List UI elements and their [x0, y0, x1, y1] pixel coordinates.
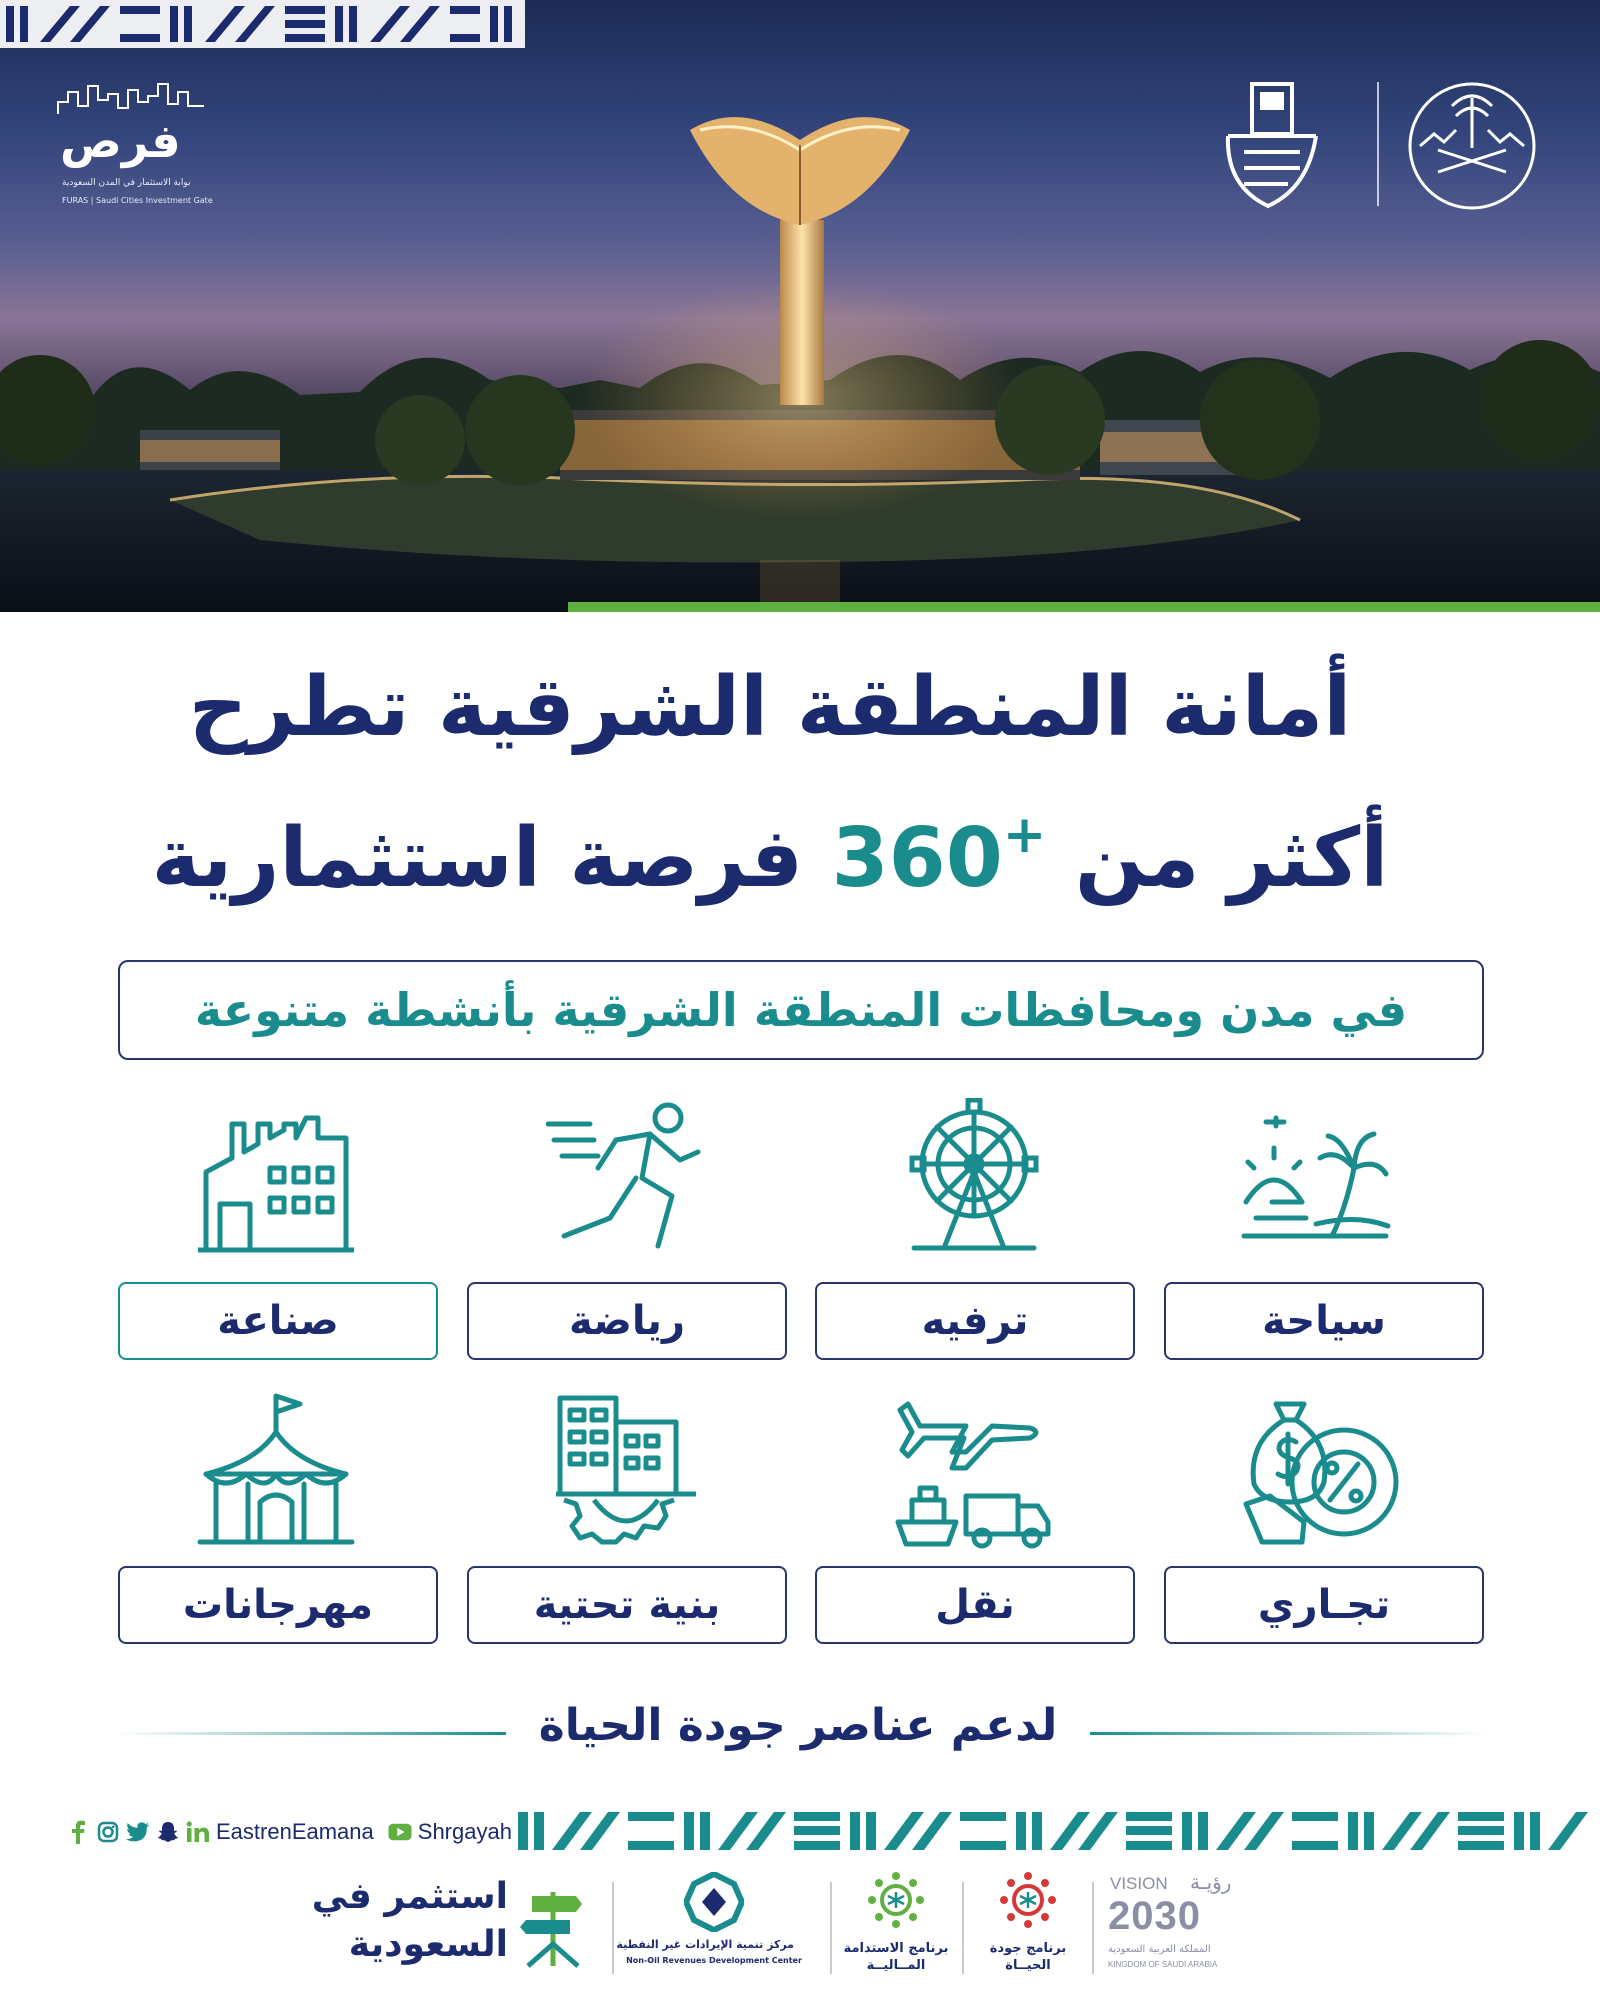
- qol-program-name: برنامج جودة الحيــاة: [989, 1941, 1067, 1973]
- social-bar: [66, 1814, 520, 1850]
- factory-icon: [196, 1098, 356, 1258]
- nordc-name-ar: مركز تنمية الإيرادات غير النفطية: [616, 1938, 794, 1951]
- invest-saudi-line2: السعودية: [348, 1924, 508, 1965]
- festival-tent-icon: [196, 1392, 356, 1552]
- category-festivals[interactable]: [118, 1566, 438, 1644]
- category-industry[interactable]: [118, 1282, 438, 1360]
- logo-tagline-ar: بوابة الاستثمار في المدن السعودية: [62, 178, 191, 188]
- category-label: سياحة: [1262, 1298, 1386, 1344]
- headline-prefix: أكثر من: [1046, 811, 1389, 906]
- divider-right: [1090, 1732, 1488, 1735]
- nordc-name-en: Non-Oil Revenues Development Center: [626, 1956, 802, 1965]
- fiscal-program-logo: [840, 1870, 952, 1982]
- vision-year: 2030: [1108, 1894, 1201, 1938]
- subtitle-box: [118, 960, 1484, 1060]
- star-emblem-icon: [866, 1870, 926, 1930]
- headline-suffix: فرصة استثمارية: [151, 811, 832, 906]
- headline-line-2: [100, 805, 1440, 906]
- category-transport[interactable]: [815, 1566, 1135, 1644]
- vision-label-ar: رؤيـة: [1190, 1870, 1232, 1894]
- category-label: صناعة: [217, 1298, 339, 1344]
- snapchat-icon[interactable]: [156, 1820, 180, 1844]
- vision-kingdom-en: KINGDOM OF SAUDI ARABIA: [1108, 1960, 1218, 1969]
- logo-tagline-en: FURAS | Saudi Cities Investment Gate: [62, 196, 213, 205]
- invest-saudi-line1: استثمر في: [311, 1876, 508, 1917]
- accent-strip: [568, 602, 1600, 612]
- invest-saudi-logo: [311, 1874, 596, 1978]
- partner-separator: [612, 1882, 614, 1974]
- subtitle: في مدن ومحافظات المنطقة الشرقية بأنشطة متنوعة: [194, 983, 1408, 1037]
- partner-separator: [962, 1882, 964, 1974]
- social-handle-main[interactable]: EastrenEamana: [216, 1819, 374, 1844]
- beach-palm-icon: [1236, 1098, 1396, 1258]
- hero-banner: [0, 0, 1600, 612]
- headline-plus: +: [1002, 805, 1047, 865]
- divider-left: [116, 1732, 506, 1735]
- city-skyline-icon: [56, 82, 206, 116]
- furas-logo: [56, 82, 216, 217]
- vision-2030-logo: [1106, 1872, 1256, 1980]
- facebook-icon[interactable]: [66, 1820, 90, 1844]
- plane-ship-truck-icon: [894, 1392, 1054, 1552]
- partner-separator: [830, 1882, 832, 1974]
- money-bag-percent-icon: [1240, 1392, 1400, 1552]
- category-label: مهرجانات: [182, 1582, 374, 1628]
- category-label: ترفيه: [921, 1298, 1029, 1344]
- headline-line-1: أمانة المنطقة الشرقية تطرح: [188, 660, 1352, 755]
- saudi-emblem-icon: [1410, 84, 1534, 208]
- fiscal-program-name: برنامج الاستدامة المــاليــة: [843, 1941, 949, 1973]
- category-label: تجـاري: [1257, 1582, 1391, 1628]
- eastern-amana-emblem-icon: [1228, 84, 1316, 206]
- vision-label: VISION: [1110, 1874, 1168, 1893]
- category-entertainment[interactable]: [815, 1282, 1135, 1360]
- qol-program-logo: [972, 1870, 1084, 1982]
- signpost-palm-icon: [518, 1880, 588, 1970]
- logo-word: فرص: [60, 114, 181, 168]
- decorative-pattern-top: [0, 0, 525, 48]
- category-infrastructure[interactable]: [467, 1566, 787, 1644]
- category-label: بنية تحتية: [533, 1582, 721, 1628]
- category-label: نقل: [935, 1582, 1015, 1628]
- social-handle-youtube[interactable]: Shrgayah: [417, 1819, 512, 1844]
- nordc-logo: [616, 1872, 802, 1982]
- quality-of-life-caption: لدعم عناصر جودة الحياة: [538, 1700, 1058, 1751]
- ferris-wheel-icon: [894, 1098, 1054, 1258]
- linkedin-icon[interactable]: [186, 1820, 210, 1844]
- category-label: رياضة: [569, 1298, 685, 1344]
- youtube-icon[interactable]: [388, 1820, 412, 1844]
- twitter-icon[interactable]: [126, 1820, 150, 1844]
- runner-icon: [546, 1098, 706, 1258]
- category-tourism[interactable]: [1164, 1282, 1484, 1360]
- vision-kingdom-ar: المملكة العربية السعودية: [1108, 1944, 1211, 1955]
- partner-separator: [1092, 1882, 1094, 1974]
- buildings-gear-icon: [546, 1392, 706, 1552]
- government-logos: [1208, 76, 1548, 216]
- category-commercial[interactable]: [1164, 1566, 1484, 1644]
- nordc-emblem-icon: [684, 1872, 744, 1932]
- category-sports[interactable]: [467, 1282, 787, 1360]
- instagram-icon[interactable]: [96, 1820, 120, 1844]
- opportunity-count: 360: [831, 811, 1003, 906]
- decorative-pattern-bottom: [518, 1808, 1600, 1854]
- star-emblem-icon: [998, 1870, 1058, 1930]
